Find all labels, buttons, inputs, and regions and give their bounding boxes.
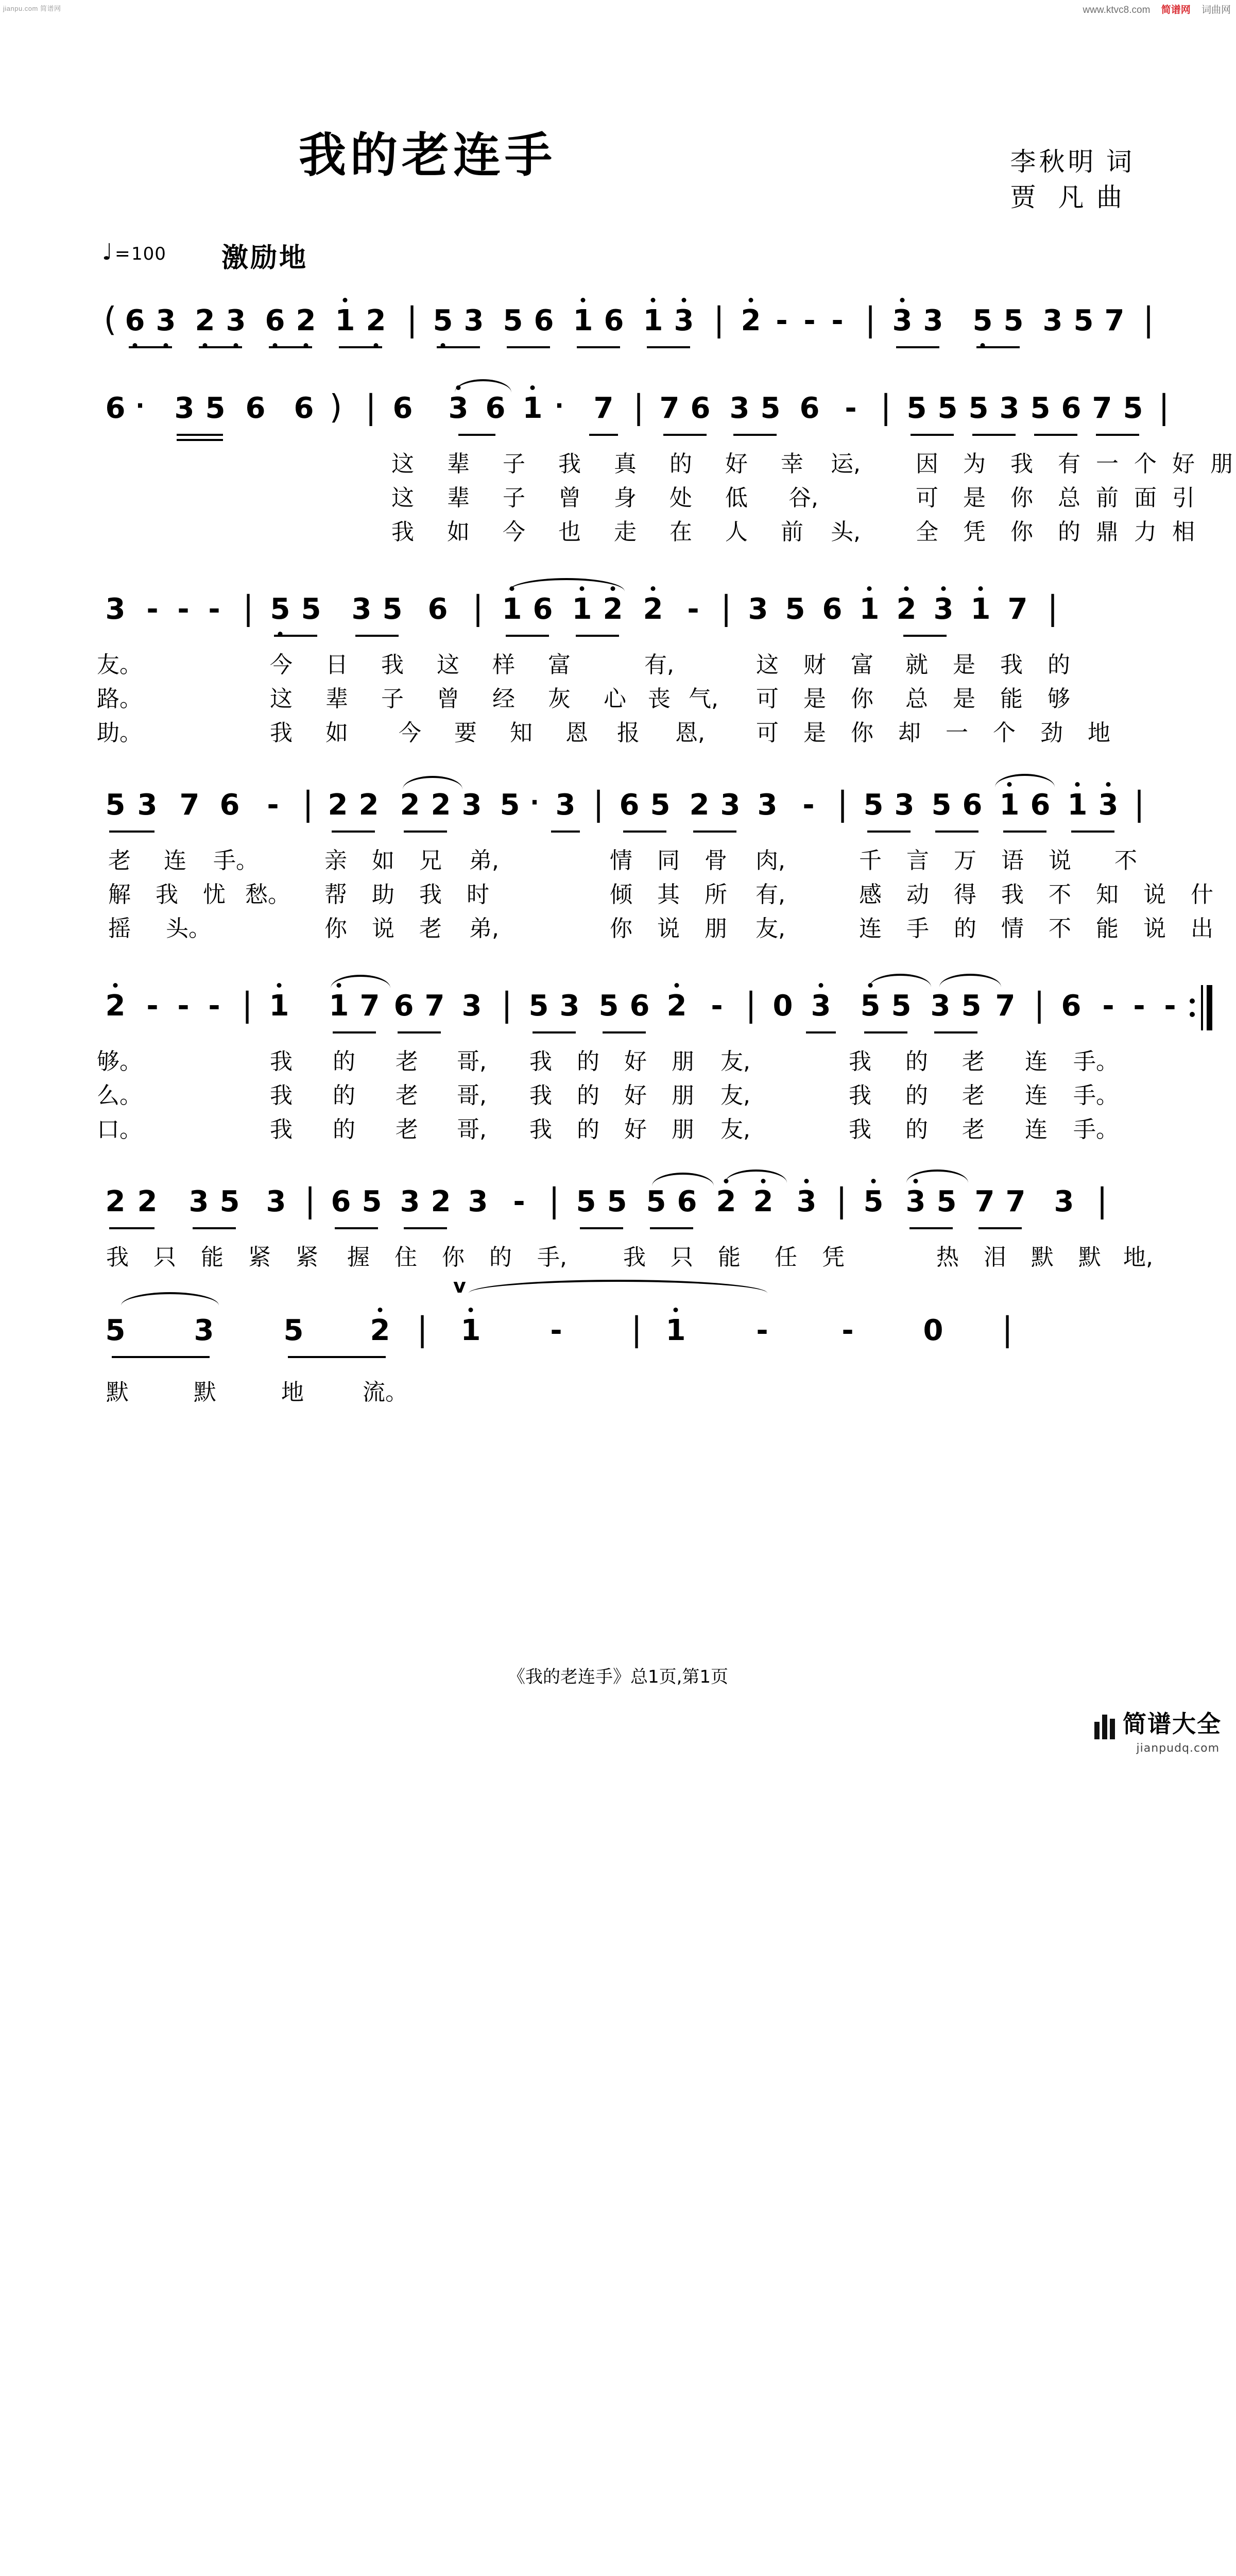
lyric-row-verse2: 这 辈 子 曾 身 处 低 谷, 可 是 你 总 前 面 引 bbox=[391, 485, 1195, 511]
watermark-site: www.ktvc8.com bbox=[1083, 5, 1151, 15]
note-row: ( 6 3 2 3 6 2 1 2 | 5 3 5 6 1 6 1 3 | 2 - - - | 3 3 5 5 3 5 7 | bbox=[103, 304, 1138, 348]
lyric-row-verse1: 老 连 手。 亲 如 兄 弟, 情 同 骨 肉, 千 言 万 语 说 不 bbox=[108, 848, 1137, 874]
lyric-row-verse3: 我 如 今 也 走 在 人 前 头, 全 凭 你 的 鼎 力 相 bbox=[391, 519, 1195, 545]
lyric-row-verse1: 友。 今 日 我 这 样 富 有, 这 财 富 就 是 我 的 bbox=[97, 652, 1070, 678]
note-row: 3 - - - | 5 5 3 5 6 | 1 6 1 2 2 - | 3 5 6 1 2 3 1 7 | bbox=[103, 592, 1138, 637]
music-system-4 bbox=[103, 785, 1213, 942]
note-row: 2 2 3 5 3 | 6 5 3 2 3 - | 5 5 5 6 2 2 3 | 5 3 5 7 7 3 | bbox=[103, 1185, 1138, 1229]
page-footer: 《我的老连手》总1页,第1页 bbox=[507, 1667, 729, 1687]
note-row: 6 · 3 5 6 6 ) | 6 3 6 1 · 7 | 7 6 3 5 6 - | 5 5 5 3 5 6 7 5 | bbox=[103, 392, 1138, 436]
credits bbox=[1010, 144, 1136, 215]
tempo-marking bbox=[102, 241, 166, 264]
site-brand[interactable] bbox=[1094, 1705, 1222, 1755]
lyric-row-verse3: 摇 头。 你 说 老 弟, 你 说 朋 友, 连 手 的 情 不 能 说 出 bbox=[108, 916, 1213, 942]
music-system-7 bbox=[103, 1275, 1138, 1405]
music-system-3 bbox=[97, 589, 1138, 746]
lyric-row-verse2: 么。 我 的 老 哥, 我 的 好 朋 友, 我 的 老 连 手。 bbox=[97, 1082, 1119, 1109]
tempo-equals: = bbox=[114, 243, 130, 264]
tempo-bpm: 100 bbox=[131, 244, 166, 264]
lyricist: 李秋明 词 bbox=[1010, 147, 1135, 176]
expression-marking: 激励地 bbox=[221, 243, 308, 274]
note-row: ᴠ 5 3 5 2 | 1 - | 1 - - 0 | bbox=[103, 1303, 1138, 1360]
page-title: 我的老连手 bbox=[298, 128, 556, 183]
note-row: 2 - - - | 1 1 7 6 7 3 | 5 3 5 6 2 - | 0 3 5 5 3 5 7 | 6 - - - bbox=[103, 989, 1138, 1033]
lyric-row-verse1: 够。 我 的 老 哥, 我 的 好 朋 友, 我 的 老 连 手。 bbox=[97, 1048, 1119, 1075]
lyric-row-verse3: 口。 我 的 老 哥, 我 的 好 朋 友, 我 的 老 连 手。 bbox=[97, 1116, 1119, 1143]
music-system-6 bbox=[103, 1182, 1153, 1270]
repeat-end-barline bbox=[1199, 985, 1212, 1030]
watermark-right bbox=[1074, 2, 1231, 16]
watermark-jianpu: 简谱网 bbox=[1161, 5, 1191, 15]
watermark-bar bbox=[0, 0, 1236, 21]
music-system-1 bbox=[103, 301, 1154, 348]
breath-mark: ᴠ bbox=[453, 1275, 466, 1297]
music-system-5 bbox=[97, 986, 1176, 1143]
watermark-ciqu: 词曲网 bbox=[1201, 5, 1231, 15]
quarter-note-icon: ♩ bbox=[102, 239, 113, 265]
composer: 贾 凡 曲 bbox=[1010, 183, 1125, 212]
lyric-row-verse2: 解 我 忧 愁。 帮 助 我 时 倾 其 所 有, 感 动 得 我 不 知 说 什 bbox=[108, 882, 1213, 908]
music-system-2 bbox=[103, 388, 1233, 545]
lyric-row-chorus-end: 默 默 地 流。 bbox=[106, 1379, 408, 1405]
brand-bars-icon bbox=[1094, 1715, 1118, 1739]
lyric-row-verse2: 路。 这 辈 子 曾 经 灰 心 丧 气, 可 是 你 总 是 能 够 bbox=[97, 686, 1070, 712]
lyric-row-chorus: 我 只 能 紧 紧 握 住 你 的 手, 我 只 能 任 凭 热 泪 默 默 地, bbox=[106, 1244, 1153, 1270]
note-row: 5 3 7 6 - | 2 2 2 2 3 5 · 3 | 6 5 2 3 3 - | 5 3 5 6 1 6 1 3 | bbox=[103, 788, 1138, 833]
lyric-row-verse3: 助。 我 如 今 要 知 恩 报 恩, 可 是 你 却 一 个 劲 地 bbox=[97, 720, 1110, 746]
brand-name: 简谱大全 bbox=[1123, 1710, 1222, 1738]
watermark-left: jianpu.com 简谱网 bbox=[3, 5, 61, 12]
brand-url: jianpudq.com bbox=[1136, 1742, 1220, 1755]
lyric-row-verse1: 这 辈 子 我 真 的 好 幸 运, 因 为 我 有 一 个 好 朋 bbox=[391, 451, 1233, 477]
